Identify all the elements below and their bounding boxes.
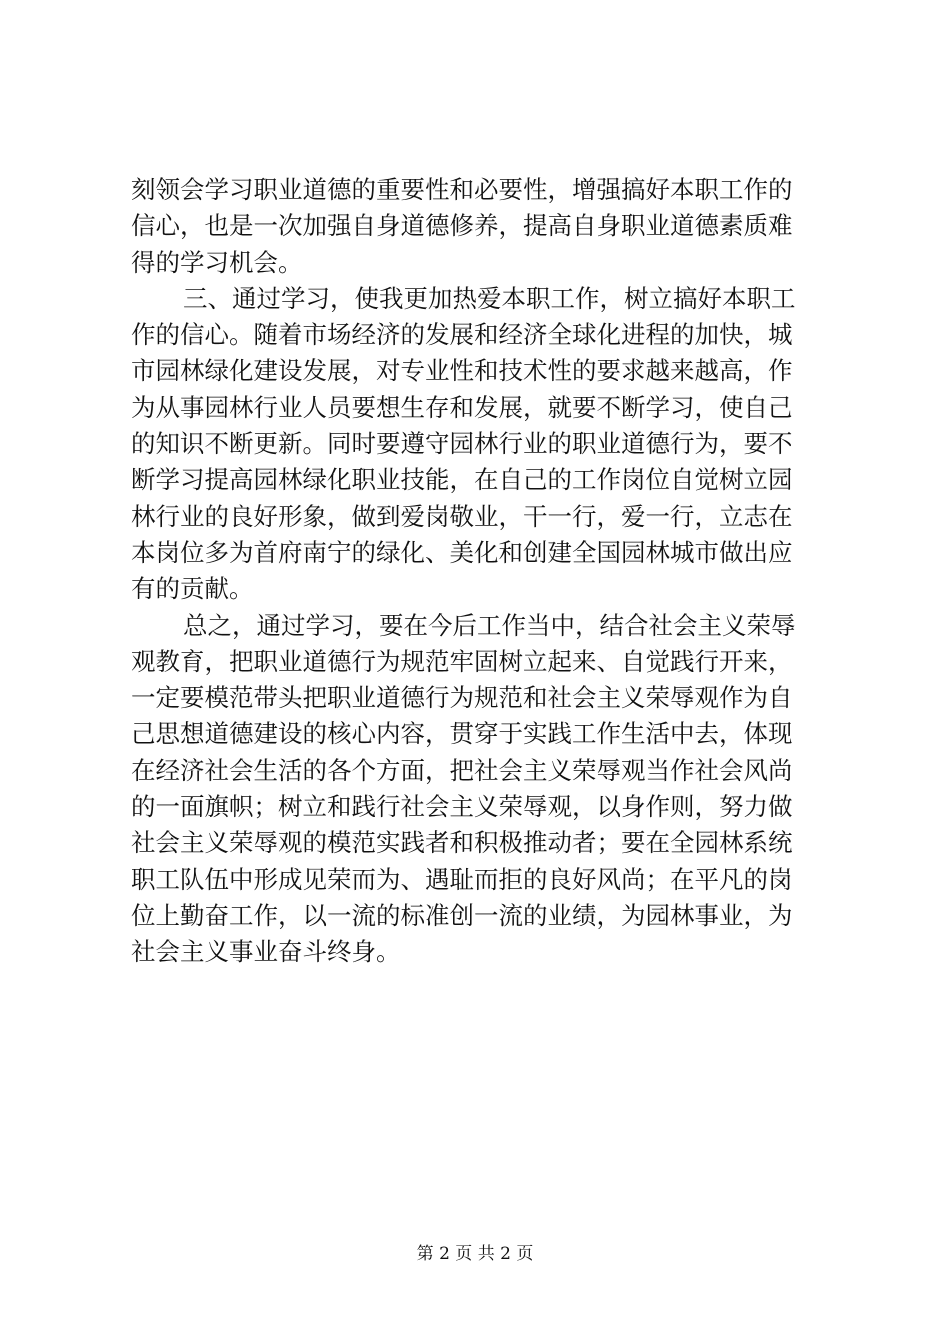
page-footer: 第 2 页 共 2 页 bbox=[416, 1244, 534, 1264]
text-line: 林行业的良好形象，做到爱岗敬业，干一行，爱一行，立志在 bbox=[131, 501, 793, 531]
text-line: 市园林绿化建设发展，对专业性和技术性的要求越来越高，作 bbox=[131, 356, 793, 386]
text-line: 职工队伍中形成见荣而为、遇耻而拒的良好风尚；在平凡的岗 bbox=[131, 864, 793, 894]
text-line: 在经济社会生活的各个方面，把社会主义荣辱观当作社会风尚 bbox=[131, 755, 793, 785]
text-line: 社会主义事业奋斗终身。 bbox=[131, 937, 401, 967]
text-line: 断学习提高园林绿化职业技能，在自己的工作岗位自觉树立园 bbox=[131, 465, 793, 495]
text-line: 社会主义荣辱观的模范实践者和积极推动者；要在全园林系统 bbox=[131, 828, 793, 858]
text-line: 总之，通过学习，要在今后工作当中，结合社会主义荣辱 bbox=[183, 610, 796, 640]
text-line: 的知识不断更新。同时要遵守园林行业的职业道德行为，要不 bbox=[131, 429, 793, 459]
text-line: 三、通过学习，使我更加热爱本职工作，树立搞好本职工 bbox=[183, 283, 796, 313]
text-line: 位上勤奋工作，以一流的标准创一流的业绩，为园林事业，为 bbox=[131, 900, 793, 930]
text-line: 作的信心。随着市场经济的发展和经济全球化进程的加快，城 bbox=[131, 320, 793, 350]
text-line: 有的贡献。 bbox=[131, 574, 254, 604]
body-text bbox=[131, 172, 831, 971]
text-line: 的一面旗帜；树立和践行社会主义荣辱观，以身作则，努力做 bbox=[131, 792, 793, 822]
text-line: 信心，也是一次加强自身道德修养，提高自身职业道德素质难 bbox=[131, 211, 793, 241]
text-line: 己思想道德建设的核心内容，贯穿于实践工作生活中去，体现 bbox=[131, 719, 793, 749]
text-line: 得的学习机会。 bbox=[131, 247, 303, 277]
text-line: 为从事园林行业人员要想生存和发展，就要不断学习，使自己 bbox=[131, 392, 793, 422]
text-line: 观教育，把职业道德行为规范牢固树立起来、自觉践行开来， bbox=[131, 646, 793, 676]
text-line: 刻领会学习职业道德的重要性和必要性，增强搞好本职工作的 bbox=[131, 175, 793, 204]
text-line: 一定要模范带头把职业道德行为规范和社会主义荣辱观作为自 bbox=[131, 683, 793, 713]
text-line: 本岗位多为首府南宁的绿化、美化和创建全国园林城市做出应 bbox=[131, 537, 793, 567]
